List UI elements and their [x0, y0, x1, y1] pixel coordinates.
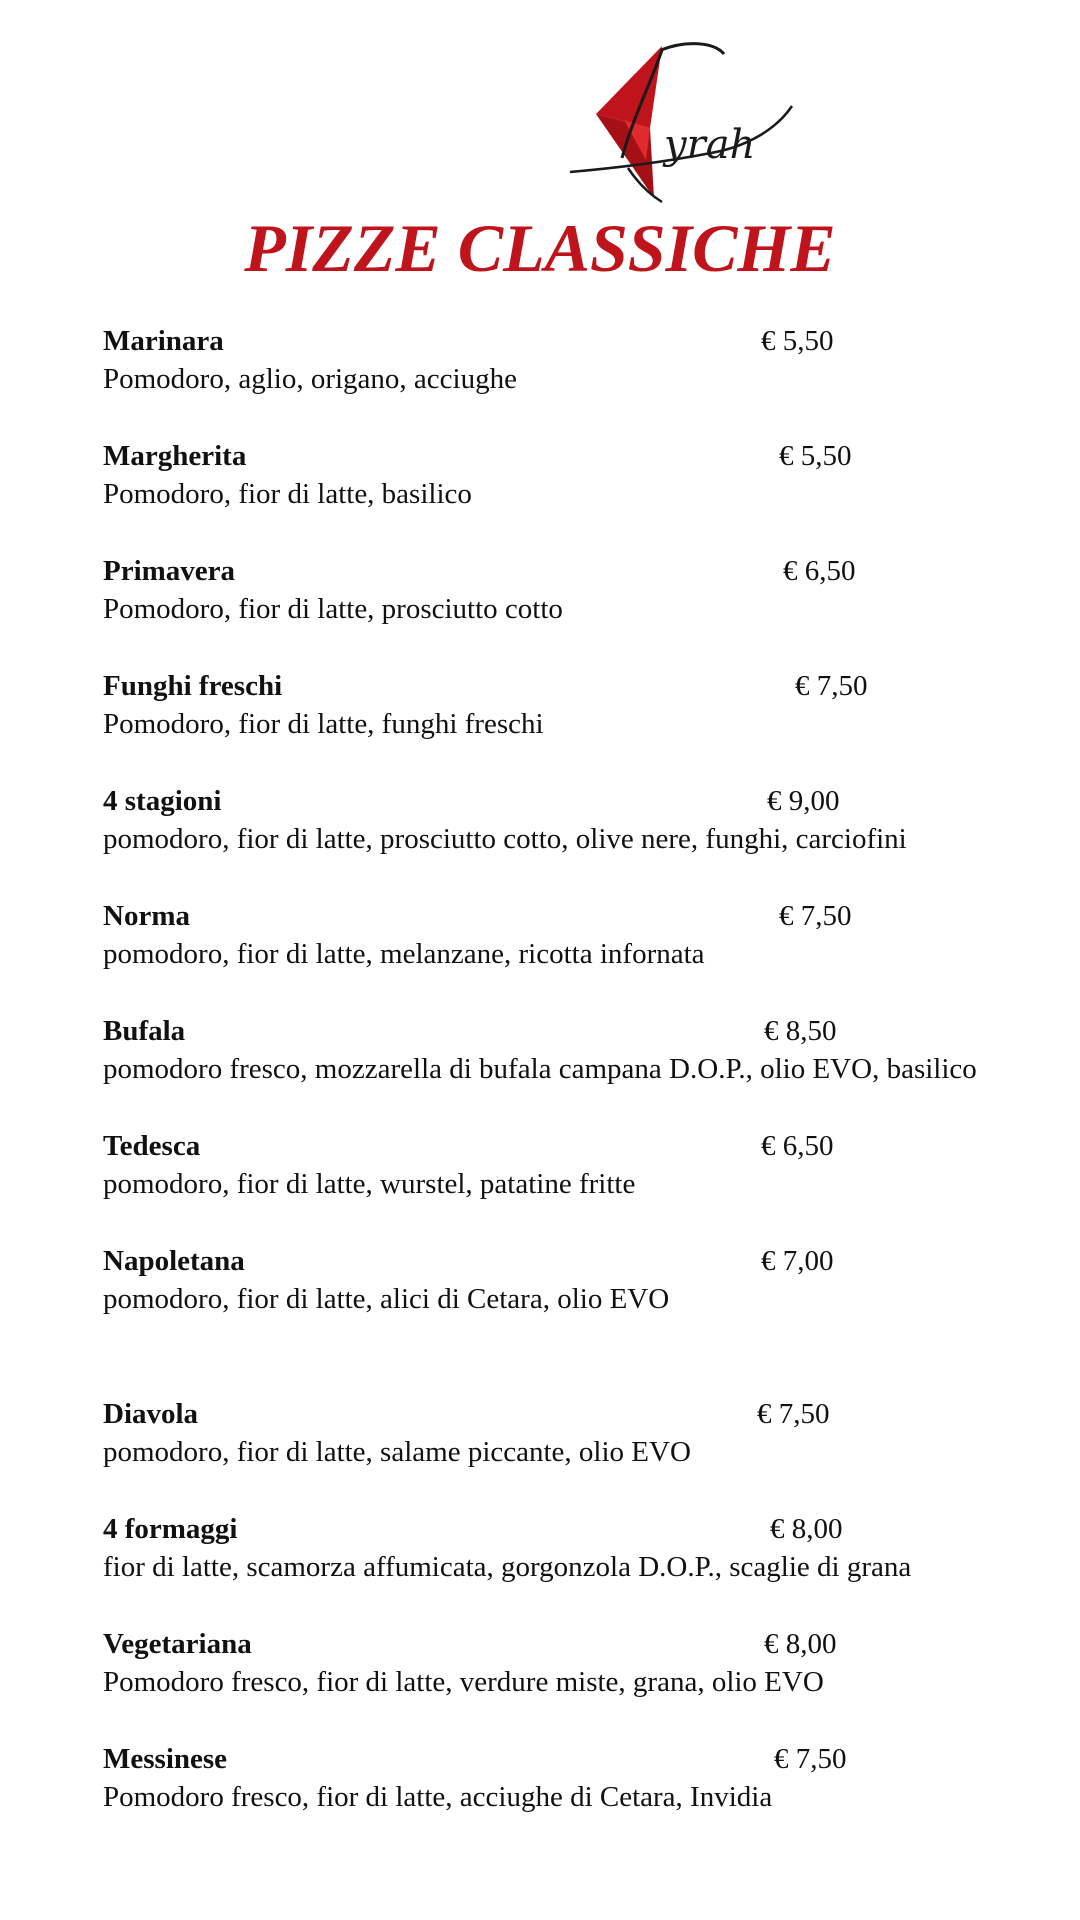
menu-item-price: € 5,50 [761, 325, 834, 357]
menu-item-4-stagioni [103, 782, 977, 858]
menu-item-primavera [103, 552, 977, 628]
menu-list [103, 322, 977, 1816]
menu-item-price: € 8,00 [770, 1513, 843, 1545]
menu-item-name: Bufala [103, 1015, 186, 1047]
menu-item-name: Marinara [103, 325, 224, 357]
menu-item-description: Pomodoro, fior di latte, basilico [103, 478, 472, 510]
menu-item-description: Pomodoro fresco, fior di latte, acciughe di Cetara, Invidia [103, 1781, 773, 1813]
svg-text:yrah: yrah [664, 122, 756, 168]
menu-item-bufala [103, 1012, 977, 1088]
menu-item-description: Pomodoro fresco, fior di latte, verdure miste, grana, olio EVO [103, 1666, 824, 1698]
menu-item-name: Napoletana [103, 1245, 245, 1277]
menu-item-description: Pomodoro, fior di latte, funghi freschi [103, 708, 544, 740]
menu-item-name: Primavera [103, 555, 236, 587]
menu-item-name: Tedesca [103, 1130, 201, 1162]
menu-item-price: € 7,00 [761, 1245, 834, 1277]
menu-item-norma [103, 897, 977, 973]
menu-item-4-formaggi [103, 1510, 977, 1586]
menu-item-description: pomodoro, fior di latte, alici di Cetara, olio EVO [103, 1283, 670, 1315]
menu-item-price: € 7,50 [795, 670, 868, 702]
menu-item-napoletana [103, 1242, 977, 1318]
brand-logo [566, 40, 806, 210]
menu-item-price: € 7,50 [757, 1398, 830, 1430]
menu-item-marinara [103, 322, 977, 398]
menu-item-name: Funghi freschi [103, 670, 283, 702]
menu-item-tedesca [103, 1127, 977, 1203]
menu-item-price: € 9,00 [767, 785, 840, 817]
menu-item-price: € 7,50 [774, 1743, 847, 1775]
menu-item-description: pomodoro fresco, mozzarella di bufala campana D.O.P., olio EVO, basilico [103, 1053, 977, 1085]
menu-item-messinese [103, 1740, 977, 1816]
menu-item-name: 4 formaggi [103, 1513, 238, 1545]
menu-item-price: € 5,50 [779, 440, 852, 472]
menu-item-name: Margherita [103, 440, 247, 472]
menu-item-description: Pomodoro, fior di latte, prosciutto cotto [103, 593, 563, 625]
logo-mark-icon [566, 40, 806, 210]
menu-item-name: Diavola [103, 1398, 199, 1430]
menu-item-vegetariana [103, 1625, 977, 1701]
menu-item-name: Vegetariana [103, 1628, 252, 1660]
menu-item-description: Pomodoro, aglio, origano, acciughe [103, 363, 517, 395]
menu-item-name: 4 stagioni [103, 785, 222, 817]
menu-item-name: Messinese [103, 1743, 228, 1775]
menu-item-description: pomodoro, fior di latte, prosciutto cotto, olive nere, funghi, carciofini [103, 823, 907, 855]
menu-item-diavola [103, 1395, 977, 1471]
menu-item-price: € 8,50 [764, 1015, 837, 1047]
menu-item-price: € 6,50 [761, 1130, 834, 1162]
menu-item-price: € 7,50 [779, 900, 852, 932]
menu-item-margherita [103, 437, 977, 513]
menu-item-description: pomodoro, fior di latte, melanzane, ricotta infornata [103, 938, 705, 970]
menu-item-funghi-freschi [103, 667, 977, 743]
menu-item-price: € 8,00 [764, 1628, 837, 1660]
menu-item-price: € 6,50 [783, 555, 856, 587]
menu-item-description: fior di latte, scamorza affumicata, gorgonzola D.O.P., scaglie di grana [103, 1551, 912, 1583]
menu-item-description: pomodoro, fior di latte, wurstel, patatine fritte [103, 1168, 636, 1200]
menu-item-name: Norma [103, 900, 190, 932]
menu-item-description: pomodoro, fior di latte, salame piccante, olio EVO [103, 1436, 691, 1468]
page-title: PIZZE CLASSICHE [244, 210, 836, 286]
